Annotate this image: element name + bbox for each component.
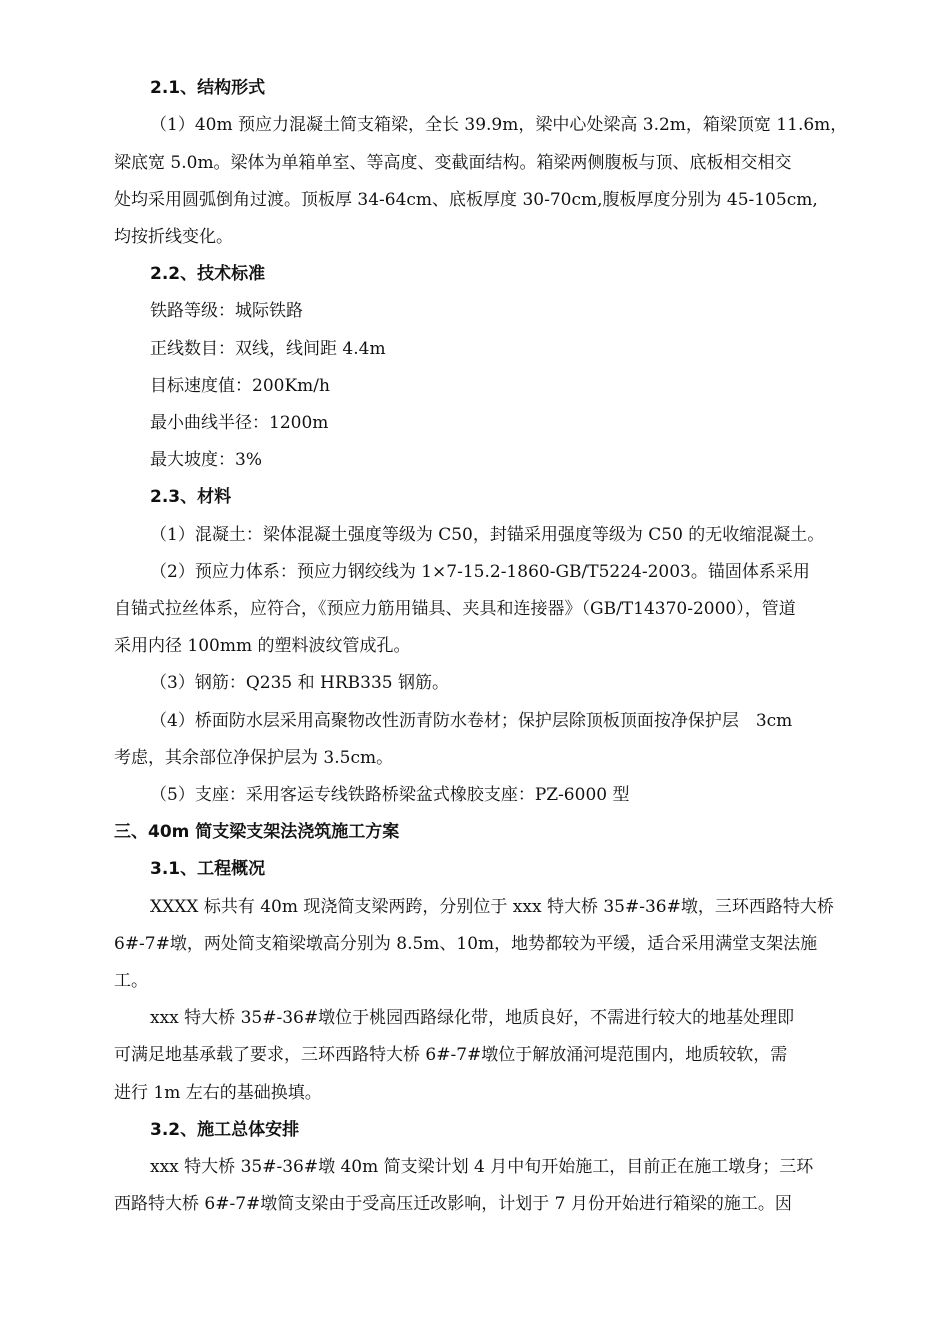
paragraph-line: 自锚式拉丝体系，应符合，《预应力筋用锚具、夹具和连接器》（GB/T14370-2000），管道 bbox=[114, 599, 796, 619]
paragraph-line: 6#-7#墩，两处简支箱梁墩高分别为 8.5m、10m，地势都较为平缓，适合采用满堂支架法施 bbox=[114, 934, 818, 954]
paragraph-line: （3）钢筋：Q235 和 HRB335 钢筋。 bbox=[150, 673, 449, 693]
section-heading-2-3: 2.3、材料 bbox=[150, 487, 232, 507]
paragraph-line: xxx 特大桥 35#-36#墩位于桃园西路绿化带，地质良好，不需进行较大的地基处理即 bbox=[150, 1008, 795, 1028]
paragraph-line: （5）支座：采用客运专线铁路桥梁盆式橡胶支座：PZ-6000 型 bbox=[150, 785, 630, 805]
paragraph-line: （4）桥面防水层采用高聚物改性沥青防水卷材；保护层除顶板顶面按净保护层 3cm bbox=[150, 711, 793, 731]
section-heading-2-1: 2.1、结构形式 bbox=[150, 78, 266, 98]
paragraph-line: 进行 1m 左右的基础换填。 bbox=[114, 1083, 322, 1103]
paragraph-line: 可满足地基承载了要求，三环西路特大桥 6#-7#墩位于解放涌河堤范围内，地质较软，需 bbox=[114, 1045, 788, 1065]
paragraph-line: XXXX 标共有 40m 现浇简支梁两跨，分别位于 xxx 特大桥 35#-36#墩，三环西路特大桥 bbox=[150, 897, 834, 917]
paragraph-line: 均按折线变化。 bbox=[114, 227, 233, 247]
paragraph-line: 铁路等级：城际铁路 bbox=[150, 301, 303, 321]
chapter-heading-3: 三、40m 简支梁支架法浇筑施工方案 bbox=[114, 822, 400, 842]
paragraph-line: 采用内径 100mm 的塑料波纹管成孔。 bbox=[114, 636, 411, 656]
paragraph-line: xxx 特大桥 35#-36#墩 40m 简支梁计划 4 月中旬开始施工，目前正在施工墩身；三环 bbox=[150, 1157, 814, 1177]
section-heading-2-2: 2.2、技术标准 bbox=[150, 264, 266, 284]
paragraph-line: 梁底宽 5.0m。梁体为单箱单室、等高度、变截面结构。箱梁两侧腹板与顶、底板相交相交 bbox=[114, 153, 792, 173]
section-heading-3-1: 3.1、工程概况 bbox=[150, 859, 266, 879]
paragraph-line: 处均采用圆弧倒角过渡。顶板厚 34-64cm、底板厚度 30-70cm,腹板厚度分别为 45-105cm, bbox=[114, 190, 818, 210]
paragraph-line: 目标速度值：200Km/h bbox=[150, 376, 330, 396]
paragraph-line: 西路特大桥 6#-7#墩简支梁由于受高压迁改影响，计划于 7 月份开始进行箱梁的施工。因 bbox=[114, 1194, 792, 1214]
paragraph-line: 考虑，其余部位净保护层为 3.5cm。 bbox=[114, 748, 394, 768]
paragraph-line: （1）40m 预应力混凝土简支箱梁，全长 39.9m，梁中心处梁高 3.2m，箱梁顶宽 11.6m， bbox=[150, 115, 848, 135]
paragraph-line: 工。 bbox=[114, 971, 148, 991]
paragraph-line: 最大坡度：3% bbox=[150, 450, 262, 470]
paragraph-line: 最小曲线半径：1200m bbox=[150, 413, 329, 433]
section-heading-3-2: 3.2、施工总体安排 bbox=[150, 1120, 300, 1140]
paragraph-line: 正线数目：双线，线间距 4.4m bbox=[150, 339, 386, 359]
paragraph-line: （1）混凝土：梁体混凝土强度等级为 C50，封锚采用强度等级为 C50 的无收缩混凝土。 bbox=[150, 525, 825, 545]
paragraph-line: （2）预应力体系：预应力钢绞线为 1×7-15.2-1860-GB/T5224-2003。锚固体系采用 bbox=[150, 562, 810, 582]
